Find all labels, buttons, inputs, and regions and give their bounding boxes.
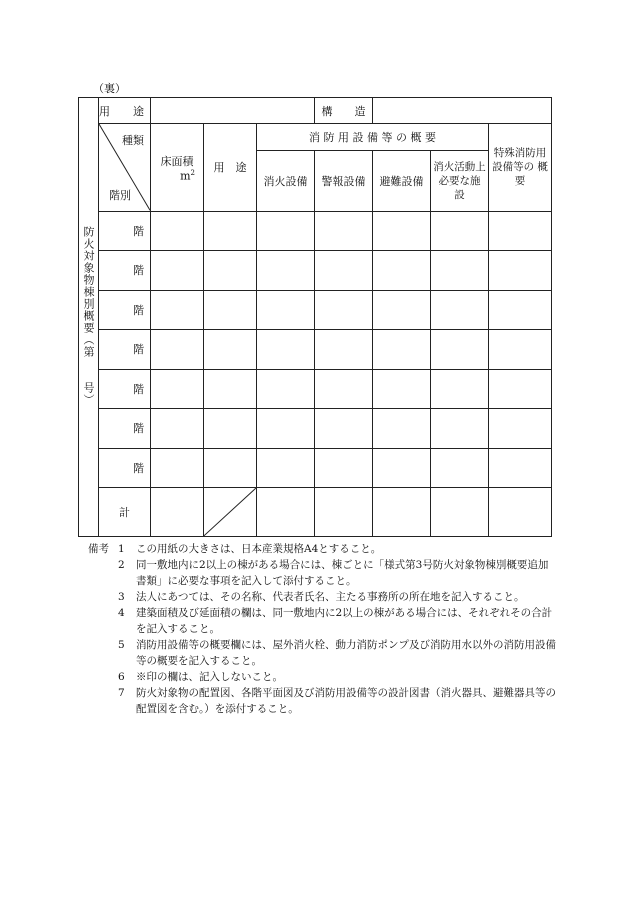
fire-extinguishing-header: 消火設備 (257, 150, 315, 211)
area-cell[interactable] (151, 290, 204, 330)
structure-label: 構 造 (315, 98, 373, 124)
note-item: 6 ※印の欄は、記入しないこと。 (118, 671, 283, 683)
use-header: 用 途 (204, 124, 257, 211)
note-item: 7 防火対象物の配置図、各階平面図及び消防用設備等の設計図書（消火器具、避難器具等の配置図を含む。）を添付すること。 (118, 687, 556, 715)
floor-row (79, 251, 552, 291)
alarm-cell[interactable] (315, 369, 373, 409)
alarm-header: 警報設備 (315, 150, 373, 211)
area-cell[interactable] (151, 330, 204, 370)
evacuation-cell[interactable] (373, 330, 431, 370)
firefighting-cell[interactable] (431, 330, 489, 370)
alarm-cell[interactable] (315, 211, 373, 251)
area-cell[interactable] (151, 448, 204, 488)
note-item: 備考 1 この用紙の大きさは、日本産業規格A4とすること。 (88, 543, 382, 555)
floor-cell: 階 (99, 409, 151, 449)
fire-extinguishing-cell[interactable] (257, 369, 315, 409)
firefighting-cell[interactable] (431, 290, 489, 330)
floor-cell: 階 (99, 369, 151, 409)
use-label: 用 途 (99, 98, 151, 124)
use-cell[interactable] (204, 409, 257, 449)
floor-cell: 階 (99, 290, 151, 330)
alarm-cell[interactable] (315, 290, 373, 330)
total-evacuation-cell[interactable] (373, 488, 431, 537)
floor-cell: 階 (99, 211, 151, 251)
fire-extinguishing-cell[interactable] (257, 290, 315, 330)
alarm-cell[interactable] (315, 409, 373, 449)
alarm-cell[interactable] (315, 448, 373, 488)
special-cell[interactable] (489, 290, 552, 330)
special-cell[interactable] (489, 409, 552, 449)
total-label: 計 (99, 488, 151, 537)
note-item: 2 同一敷地内に2以上の棟がある場合には、棟ごとに「様式第3号防火対象物棟別概要追加書類」に必要な事項を記入して添付すること。 (118, 559, 549, 587)
evacuation-cell[interactable] (373, 211, 431, 251)
use-cell[interactable] (204, 369, 257, 409)
floor-cell: 階 (99, 448, 151, 488)
firefighting-facility-header: 消火活動上必要な施 設 (431, 150, 489, 211)
total-use-crossed-cell (204, 488, 257, 537)
use-cell[interactable] (204, 211, 257, 251)
type-floor-header (99, 124, 151, 211)
area-cell[interactable] (151, 211, 204, 251)
use-cell[interactable] (204, 251, 257, 291)
floor-row (79, 290, 552, 330)
note-item: 5 消防用設備等の概要欄には、屋外消火栓、動力消防ポンプ及び消防用水以外の消防用設備等の概要を記入すること。 (118, 639, 556, 667)
evacuation-cell[interactable] (373, 409, 431, 449)
page-side-label: （裏） (93, 82, 126, 95)
fire-extinguishing-cell[interactable] (257, 330, 315, 370)
floor-label: 階別 (109, 188, 131, 202)
note-item: 4 建築面積及び延面積の欄は、同一敷地内に2以上の棟がある場合には、それぞれその合計を記入すること。 (118, 607, 553, 635)
evacuation-cell[interactable] (373, 290, 431, 330)
total-special-cell[interactable] (489, 488, 552, 537)
floor-cell: 階 (99, 330, 151, 370)
notes-heading: 備考 (88, 543, 109, 555)
area-cell[interactable] (151, 409, 204, 449)
firefighting-cell[interactable] (431, 211, 489, 251)
total-firefighting-cell[interactable] (431, 488, 489, 537)
firefighting-cell[interactable] (431, 448, 489, 488)
equipment-overview-header: 消 防 用 設 備 等 の 概 要 (257, 124, 489, 150)
special-equipment-header: 特殊消防用設備等の 概 要 (489, 124, 552, 211)
special-cell[interactable] (489, 369, 552, 409)
firefighting-cell[interactable] (431, 409, 489, 449)
special-cell[interactable] (489, 448, 552, 488)
special-cell[interactable] (489, 211, 552, 251)
area-cell[interactable] (151, 251, 204, 291)
floor-cell: 階 (99, 251, 151, 291)
total-area-cell[interactable] (151, 488, 204, 537)
side-label-cell (79, 98, 99, 537)
special-cell[interactable] (489, 251, 552, 291)
floor-row (79, 211, 552, 251)
evacuation-cell[interactable] (373, 251, 431, 291)
special-cell[interactable] (489, 330, 552, 370)
total-fire-extinguishing-cell[interactable] (257, 488, 315, 537)
fire-extinguishing-cell[interactable] (257, 251, 315, 291)
use-cell[interactable] (204, 448, 257, 488)
fire-extinguishing-cell[interactable] (257, 409, 315, 449)
floor-row (79, 369, 552, 409)
structure-value-cell[interactable] (373, 98, 552, 124)
alarm-cell[interactable] (315, 251, 373, 291)
use-cell[interactable] (204, 290, 257, 330)
fire-extinguishing-cell[interactable] (257, 448, 315, 488)
total-alarm-cell[interactable] (315, 488, 373, 537)
total-row (79, 488, 552, 537)
floor-row (79, 448, 552, 488)
type-label: 種類 (122, 134, 144, 148)
fire-extinguishing-cell[interactable] (257, 211, 315, 251)
alarm-cell[interactable] (315, 330, 373, 370)
area-header: 床面積 $m^2$ (151, 124, 204, 211)
firefighting-cell[interactable] (431, 251, 489, 291)
building-overview-table (78, 97, 552, 537)
firefighting-cell[interactable] (431, 369, 489, 409)
area-cell[interactable] (151, 369, 204, 409)
evacuation-header: 避難設備 (373, 150, 431, 211)
use-cell[interactable] (204, 330, 257, 370)
evacuation-cell[interactable] (373, 369, 431, 409)
floor-row (79, 409, 552, 449)
evacuation-cell[interactable] (373, 448, 431, 488)
note-item: 3 法人にあつては、その名称、代表者氏名、主たる事務所の所在地を記入すること。 (118, 591, 525, 603)
floor-row (79, 330, 552, 370)
side-label: 防火対象物棟別概要（第 号） (82, 225, 95, 406)
notes-section (88, 541, 558, 717)
use-value-cell[interactable] (151, 98, 315, 124)
